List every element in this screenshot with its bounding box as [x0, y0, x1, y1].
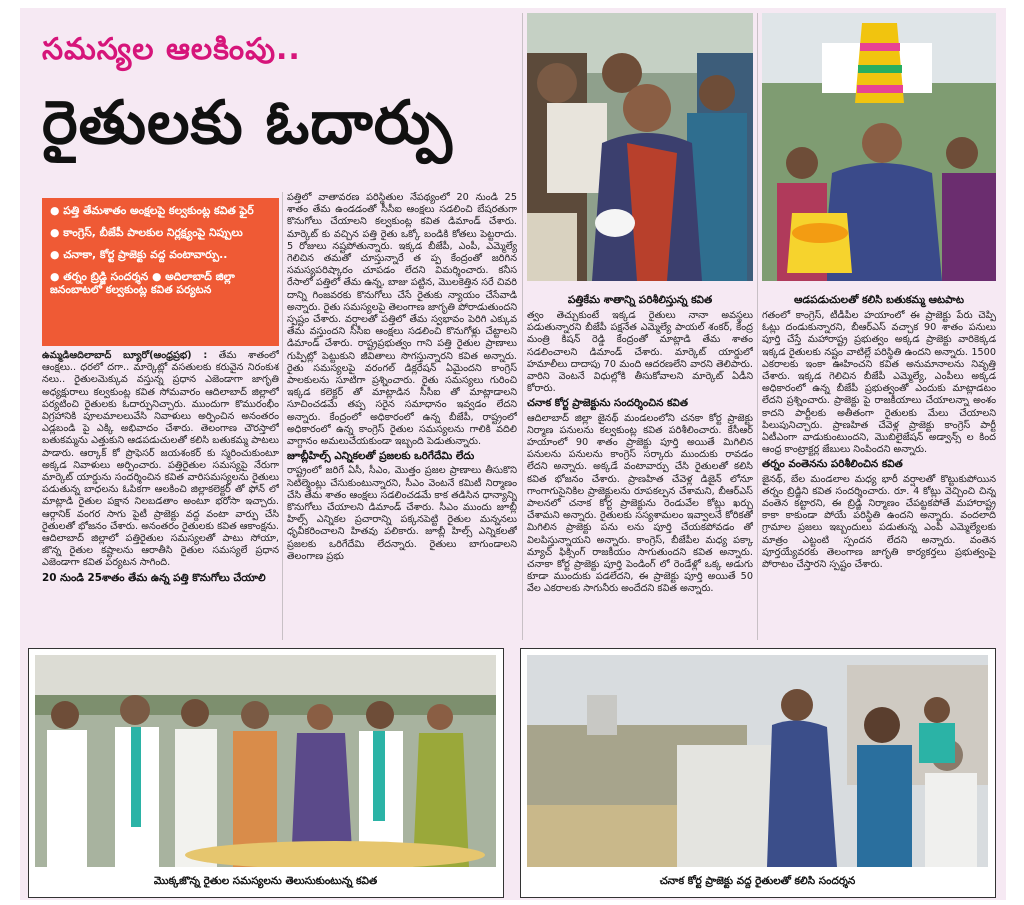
column-text: గతంలో కాంగ్రెస్, టీడీపీల హయాంలో ఈ ప్రాజెక్టు పేరు చెప్పి ఓట్లు దండుకున్నారని, బీఆర్ఎస్ వచ్చాక 90 శాతం పనులు పూర్తి చేస్తే మహారాష్ట్ర ప్రభుత్వం అక్కడ ప్రాజెక్టు వారికెక్కడ ఇక్కడ రైతులకు నష్టం వాటిల్లే పరిస్థితి ఉందని అన్నారు. 1500 ఎకరాలకు ఇంకా ఊహించని కవిత అనుమానాలను నివృత్తి చేశారు. ఇక్కడ గెలిచిన బీజేపీ ఎమ్మెల్యే, ఎంపీలు అక్కడ అధికారంలో ఉన్న బీజేపీ ప్రభుత్వంతో ఎందుకు మాట్లాడటం లేదని ప్రశ్నించారు. ప్రాజెక్టు పై రాజకీయాలు చేయాలన్నా అంశం కాదని పార్టీలకు అతీతంగా రైతులకు మేలు చేయాలని పిలుపునిచ్చారు. ప్రాణహిత చేవెళ్ల ప్రాజెక్టు కాంగ్రెస్ పార్టీ ఏటీఎంగా వాడుకుంటుందని, మొబిలైజేషన్ అడ్వాన్స్ ల కింద ఆంధ్ర కాంట్రాక్టర్ల జేబులు నింపిందని అన్నారు. — [762, 310, 996, 456]
article-column-2 — [287, 192, 517, 640]
column-text: ఆదిలాబాద్ జిల్లా జైనథ్ మండలంలోని చనకా కోర్ట ప్రాజెక్టు నిర్మాణ పనులను కల్వకుంట్ల కవిత పరిశీలించారు. కేసీఆర్ హయాంలో 90 శాతం ప్రాజెక్టు పూర్తి అయితే మిగిలిన పనులను పనులను కాంగ్రెస్ సర్కారు ముందుకు రావడం లేదని అన్నారు. అక్కడే వంటావార్పు చేసి రైతులతో కలిసి కవిత భోజనం చేశారు. ప్రాణహిత చేవెళ్ల డిజైన్ లోనూ గాంగాగుసైనికిల ప్రాజెక్టులను రూపకల్పన చేశామని, బీఆర్ఎస్ పాలనలో చనాక కోర్ట ప్రాజెక్టును రెండువేల కోట్లు ఖర్చు చేశామని అన్నారు. రైతులకు సస్యశామలం ఇవ్వాలనే కోరికతో మిగిలిన ప్రాజెక్టు పను లను పూర్తి చేయకపోవడం తో విలపిస్తున్నాయని అన్నారు. కాంగ్రెస్, బీజేపీల మధ్య పక్కా మ్యాచ్ ఫిక్సింగ్ రాజకీయం సాగుతుందని కవిత అన్నారు. చనాకా కోర్ట ప్రాజెక్టు పూర్తి పెండింగ్ లో రెండేళ్లో ఒక్క అడుగు కూడా ముందుకు పడలేదని, ఈ ప్రాజెక్టు పూర్తి అయితే 50 వేల ఎకరాలకు సాగునీరు అందేదని కవిత అన్నారు. — [527, 412, 753, 595]
highlight-item: ● తర్నం బ్రిడ్జి సందర్శన ● అదిలాబాద్ జిల్లా జనంబాటలో కల్వకుంట్ల కవిత పర్యటన — [50, 270, 235, 296]
subheading: 20 నుండి 25శాతం తేమ ఉన్న పత్తి కొనుగోలు చేయాలి — [42, 571, 266, 584]
subheading: జూబ్లీహిల్స్ ఎన్నికలతో ప్రజలకు ఒరిగేదేమి లేదు — [287, 450, 475, 463]
caption-cotton-inspection: పత్తికేమ శాతాన్ని పరిశీలిస్తున్న కవిత — [567, 294, 713, 306]
caption-project-visit: చనాక కోర్ట ప్రాజెక్టు వద్ద రైతులతో కలిసి సందర్శన — [659, 875, 856, 887]
column-divider — [522, 13, 523, 640]
article-column-4 — [762, 310, 996, 640]
column-text: రాష్ట్రంలో జరిగే ఏసీ, సీఎం, మొత్తం ప్రజల ప్రాణాలు తీసుకొని సెటిల్మెంట్లు చేసుకుంటున్నారని, సీఎం వెంటనే కమిటీ నిర్మాణం చేసి తేమ శాతం ఆంక్షలు సడలించడమే కాక తడిసిన ధాన్యాన్ని కొనుగోలు చేయాలని డిమాండ్ చేశారు. సీఎం ముందు జూబ్లీ హిల్స్ ఎన్నికల ప్రచారాన్ని పక్కనపెట్టి రైతుల మన్ననలు ధృవీకరించాలని హితవు పలికారు. జూబ్లీ హిల్స్ ఎన్నికలతో ప్రజలకు ఒరిగేదేమి లేదన్నారు. రైతులు బాగుండాలని తెలంగాణ ప్రభు — [287, 465, 517, 562]
caption-maize-farmers: మొక్కజొన్న రైతుల సమస్యలను తెలుసుకుంటున్న కవిత — [153, 875, 378, 887]
dateline: ఉమ్మడిఆదిలాబాద్ బ్యూరో(ఆంధ్రప్రభ) : — [42, 350, 208, 361]
newspaper-page — [20, 8, 1006, 900]
article-column-1 — [42, 350, 279, 640]
headline: రైతులకు ఓదార్పు — [42, 88, 453, 158]
column-text: జైనథ్, బేల మండలాల మధ్య భారీ వర్షాలతో కొట్టుకుపోయిన తర్నం బ్రిడ్జిని కవిత సందర్శించారు. రూ. 4 కోట్లు వెచ్చించి చిన్న వంతెన కట్టారని, ఈ బ్రిడ్జి నిర్మాణం చేపట్టకపోతే మహారాష్ట్ర కాకా కాకుండా పోయే పరిస్థితి ఉందని అన్నారు. వందలాది గ్రామాల ప్రజలు ఇబ్బందులు పడుతున్న ఎంపీ ఎమ్మెల్యేలకు మాత్రం ఎట్టంటి స్పందన లేదని అన్నారు. వంతెన పూర్తయ్యేవరకు తెలంగాణ జాగృతి కార్యకర్తలు ప్రభుత్వంపై పోరాటం చేస్తారని స్పష్టం చేశారు. — [762, 473, 996, 571]
article-column-3 — [527, 310, 753, 640]
bottom-left-photo-frame — [28, 648, 504, 898]
photo-project-visit — [527, 655, 988, 867]
highlight-item: ● కాంగ్రెస్, బీజేపీ పాలకుల నిర్లక్ష్యంపై నిప్పులు — [50, 226, 243, 239]
column-text: త్వం తెచ్చుకుంటే ఇక్కడ రైతులు నానా అవస్థలు పడుతున్నారని బీజేపీ పక్షనేత ఎమ్మెల్యే పాయల్ శంకర్, కేంద్ర మంత్రి కిషన్ రెడ్డి కేంద్రంతో మాట్లాడి తేమ శాతం సడలించాలని డిమాండ్ చేశారు. మార్కెట్ యార్డులో హమాలీలు దాదాపు 70 మంది ఆదరణలేని వారని తెలిపారు. వారిని వెంటనే విధుల్లోకి తీసుకోవాలని మార్కెట్ ఏడీని కోరారు. — [527, 310, 753, 395]
photo-cotton-inspection — [527, 13, 753, 281]
photo-bathukamma — [762, 13, 996, 281]
subheading: చనాక కోర్ట ప్రాజెక్టును సందర్శించిన కవిత — [527, 397, 688, 410]
bottom-right-photo-frame — [520, 648, 996, 898]
subheading: తర్నం వంతెనను పరిశీలించిన కవిత — [762, 458, 903, 471]
photo-maize-farmers — [35, 655, 496, 867]
highlight-item: ● చనాకా, కోర్ట ప్రాజెక్టు వద్ద వంటావార్పు.. — [50, 248, 228, 261]
highlight-item: ● పత్తి తేమశాతం అంక్షలపై కల్వకుంట్ల కవిత ఫైర్ — [50, 204, 254, 217]
column-divider — [282, 192, 283, 640]
kicker-heading: సమస్యల ఆలకింపు.. — [42, 32, 301, 67]
column-text: తేమ శాతంలో ఆంక్షలు.. ధరలో దగా.. మార్కెట్లో వసతులకు కరువైన నిరంకుశ నలు.. రైతులమెక్కువ వస్తున్న ప్రధాన ఎజెండాగా జాగృతి అధ్యక్షురాలు కల్వకుంట్ల కవిత సోమవారం ఆదిలాబాద్ జిల్లాలో పర్యటించి రైతులకు ఓదార్పునిచ్చారు. ముందుగా కొమురంభీం విగ్రహానికి పూలమాలలువేసి నివాళులు అర్పించిన అనంతరం ఎడ్లబండి పై ఎక్కి అభివాదం చేశారు. తెలంగాణ చౌరస్తాలో బతుకమ్మను ఎత్తుకుని ఆడపడుచులతో కలిసి బతుకమ్మ పాటలు పాడారు. ఆర్కాక్ కో ప్రొఫెసర్ జయశంకర్ కు స్మరించుకుంటూ అక్కడ నివాళులు అర్పించారు. పత్తిరైతుల సమస్యపై నేరుగా మార్కెట్ యార్డును సందర్శించిన కవిత వారిసమస్యలను రైతులు పడుతున్న బాధలను ఓపికగా ఆలకించి జిల్లాకలెక్టర్ తో ఫోన్ లో మాట్లాడి రైతుల పక్షాన నిలబడతాం అంటూ భరోసా ఇచ్చారు. ఆర్గానిక్ వంగర సాగు పైటీ ప్రాజెక్టు వద్ద వంటా వార్పు చేసి రైతులతో భోజనం చేశారు. అనంతరం రైతులకు కవిత ఆకాంక్షను. ఆదిలాబాద్ జిల్లాలో పత్తిరైతుల సమస్యలతో పాటు సోయా, జొన్న రైతుల కష్టాలను ఆరాతీసి రైతుల సమస్యలే ప్రధాన ఎజెండాగా కవిత పర్యటన సాగింది. — [42, 350, 279, 569]
column-divider — [757, 13, 758, 640]
caption-bathukamma: ఆడపడుచులతో కలిసి బతుకమ్మ ఆటపాట — [794, 294, 964, 306]
column-text: పత్తిలో వాతావరణ పరిస్థితుల నేపథ్యంలో 20 నుండి 25 శాతం తేమ ఉండడంతో సీసీఐ ఆంక్షలు సడలించి బేషరతుగా కొనుగోలు చేయాలని కల్వకుంట్ల కవిత డిమాండ్ చేశారు. మార్కెట్ కు వచ్చిన పత్తి రైతు ఒక్కో బండికి కోతలు పెట్టరాదు. 5 రోజులు నష్టపోతున్నారు. ఇక్కడ బీజేపీ, ఎంపీ, ఎమ్మెల్యే గెలిచిన తమతో చూస్తున్నారే త ప్ప కేంద్రంతో జరిగిన సమస్యపరిష్కారం చూపడం లేదని విమర్శించారు. కనీస రేసాలో పత్తిలో తేమ ఉన్న, బాజు పట్టిన, మొలకెత్తిన సరే చివరి దాన్ని గింజవరకు కొనుగోలు చేసే రైతుకు న్యాయం చేసేవాడి అన్నారు. రైతు సమస్యలపై తెలంగాణ జాగృతి పోరాడుతుందని స్పష్టం చేశారు. వర్షాలతో పత్తిలో తేమ స్వభావం పెరిగి ఎక్కువ తేమ వస్తుందని సీసీఐ ఆంక్షలు సడలించి కొనుగోళ్లు చేట్టాలని డిమాండ్ చేశారు. రాష్ట్రప్రభుత్వం గాని పత్తి రైతుల ప్రాణాలు గుప్పిట్లో పెట్టుకుని జీవితాలు సొగస్తున్నారని కవిత అన్నారు. రైతు సమస్యలపై వరంగల్ డిక్లరేషన్ ఏమైందని కాంగ్రెస్ పాలకులను సూటిగా ప్రశ్నించారు. రైతు సమస్యలు గురించి ఇక్కడ కలెక్టర్ తో మాట్లాడిన సీసీఐ తో మాట్లాడాలని సూచించడమే తప్ప సరైన సమాధానం ఇవ్వడం లేదని అన్నారు. కేంద్రంలో అధికారంలో ఉన్న బీజేపీ, రాష్ట్రంలో అధికారంలో ఉన్న కాంగ్రెస్ రైతుల సమస్యలను గాలికి వదిలి వాగ్దానం అమలుచేయకుండా ఇబ్బంది పెడుతున్నారు. — [287, 192, 517, 448]
highlights-box — [42, 198, 279, 346]
